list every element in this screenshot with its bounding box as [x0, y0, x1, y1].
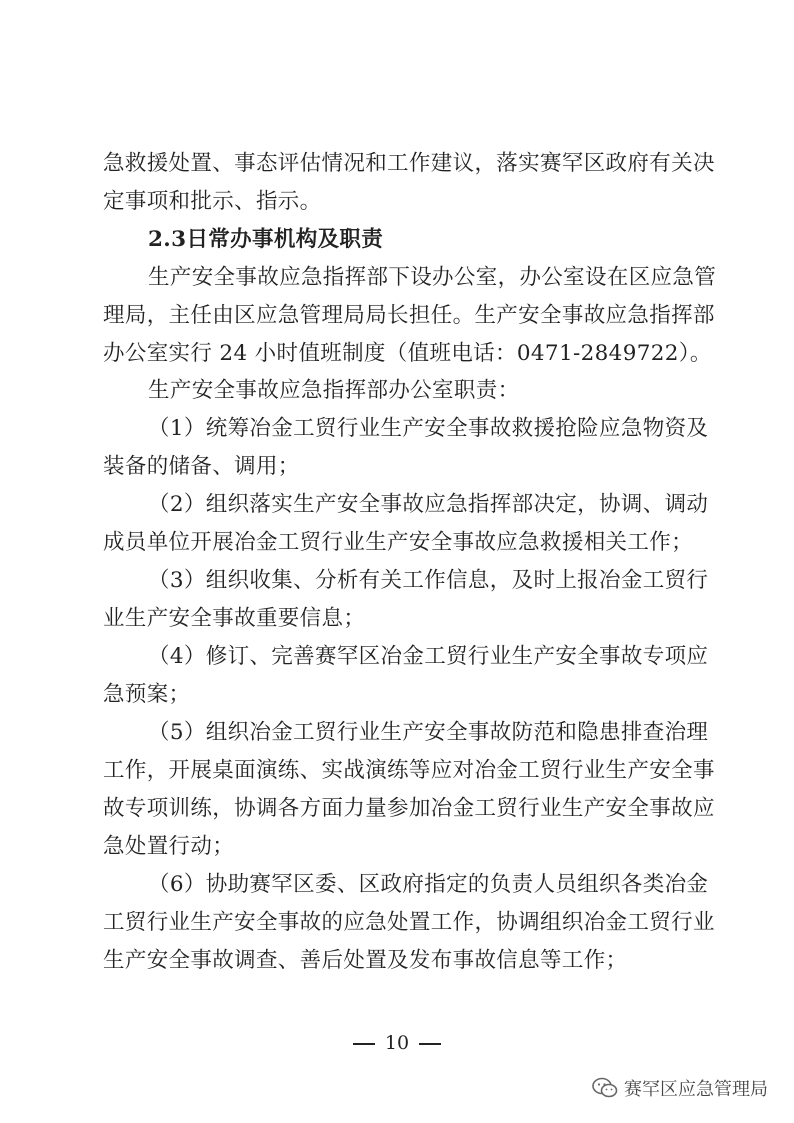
- watermark-text: 赛罕区应急管理局: [624, 1079, 768, 1100]
- list-item-1-line: 装备的储备、调用；: [103, 454, 300, 479]
- list-item-5-line: 故专项训练，协调各方面力量参加冶金工贸行业生产安全事故应: [103, 796, 715, 821]
- list-item-2-line: （2）组织落实生产安全事故应急指挥部决定，协调、调动: [148, 492, 709, 517]
- page-number: [0, 1028, 794, 1058]
- list-item-4-line: 急预案；: [103, 682, 191, 707]
- text-line: 急救援处置、事态评估情况和工作建议，落实赛罕区政府有关决: [103, 151, 715, 176]
- page-number-value: 10: [384, 1032, 410, 1054]
- text-line: 定事项和批示、指示。: [103, 189, 322, 214]
- watermark: [592, 1074, 768, 1102]
- wechat-icon: [592, 1077, 618, 1099]
- list-item-2-line: 成员单位开展冶金工贸行业生产安全事故应急救援相关工作；: [103, 530, 693, 555]
- text-line: 理局，主任由区应急管理局局长担任。生产安全事故应急指挥部: [103, 303, 715, 328]
- dash-left: [353, 1043, 375, 1045]
- list-item-5-line: 工作，开展桌面演练、实战演练等应对冶金工贸行业生产安全事: [103, 758, 715, 783]
- text-line: 办公室实行 24 小时值班制度（值班电话：0471-2849722）。: [103, 341, 712, 366]
- list-item-4-line: （4）修订、完善赛罕区冶金工贸行业生产安全事故专项应: [148, 644, 709, 669]
- list-item-5-line: 急处置行动；: [103, 834, 235, 859]
- text-line: 生产安全事故应急指挥部下设办公室，办公室设在区应急管: [148, 265, 717, 290]
- list-item-3-line: 业生产安全事故重要信息；: [103, 606, 366, 631]
- list-item-3-line: （3）组织收集、分析有关工作信息，及时上报冶金工贸行: [148, 568, 709, 593]
- list-item-6-line: 工贸行业生产安全事故的应急处置工作，协调组织冶金工贸行业: [103, 910, 715, 935]
- text-line: 生产安全事故应急指挥部办公室职责：: [148, 378, 520, 403]
- list-item-6-line: （6）协助赛罕区委、区政府指定的负责人员组织各类冶金: [148, 872, 709, 897]
- list-item-1-line: （1）统筹冶金工贸行业生产安全事故救援抢险应急物资及: [148, 416, 709, 441]
- section-heading: 2.3日常办事机构及职责: [148, 227, 384, 252]
- list-item-5-line: （5）组织冶金工贸行业生产安全事故防范和隐患排查治理: [148, 720, 709, 745]
- list-item-6-line: 生产安全事故调查、善后处置及发布事故信息等工作；: [103, 948, 628, 973]
- dash-right: [419, 1043, 441, 1045]
